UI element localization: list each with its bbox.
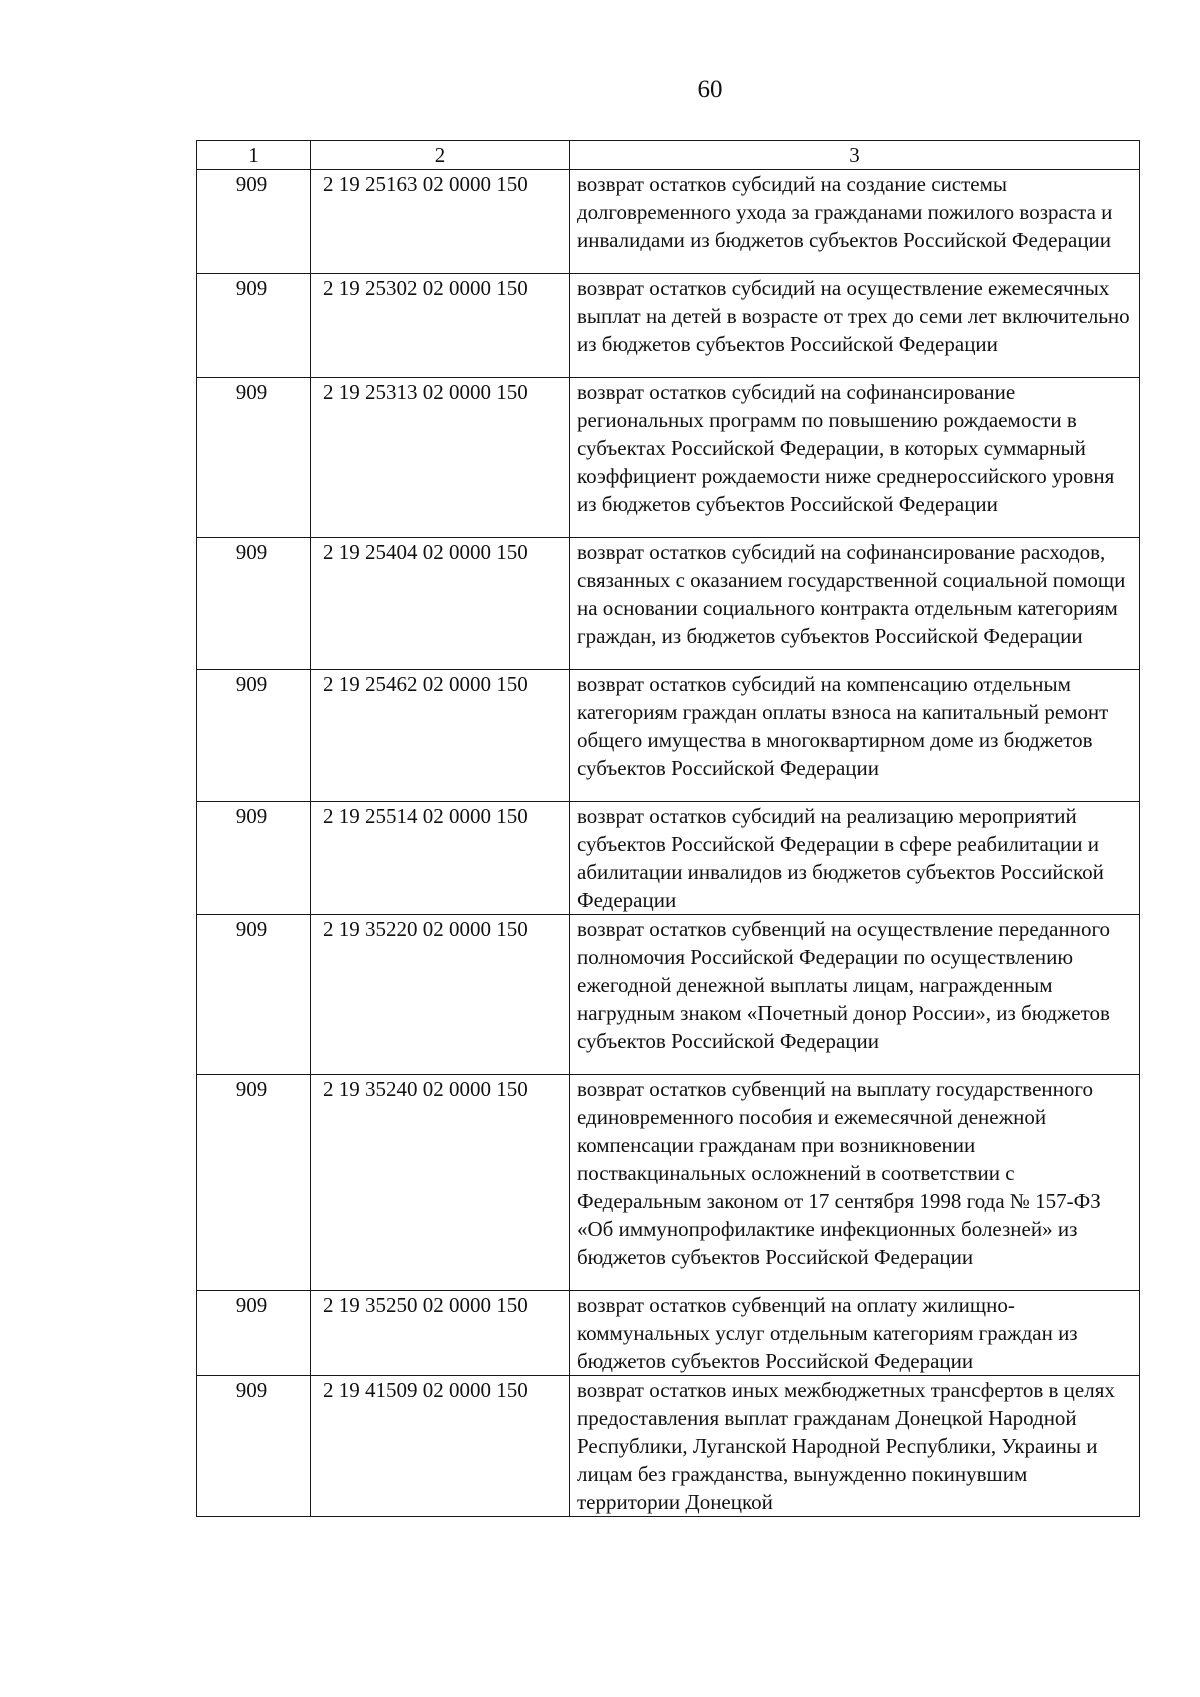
description-cell: возврат остатков субсидий на реализацию мероприятий субъектов Российской Федерации в сфере реабилитации и абилитации инвалидов из бюджетов субъектов Российской Федерации bbox=[570, 802, 1140, 915]
table-row bbox=[197, 915, 1140, 1075]
classification-code-cell: 2 19 35220 02 0000 150 bbox=[311, 915, 570, 1075]
classification-code-cell: 2 19 25462 02 0000 150 bbox=[311, 670, 570, 802]
table-row bbox=[197, 1075, 1140, 1291]
description-cell: возврат остатков иных межбюджетных трансфертов в целях предоставления выплат гражданам Донецкой Народной Республики, Луганской Народной Республики, Украины и лицам без гражданства, вынужденно покинувшим территории Донецкой bbox=[570, 1376, 1140, 1517]
classification-code-cell: 2 19 25514 02 0000 150 bbox=[311, 802, 570, 915]
table-row bbox=[197, 1376, 1140, 1517]
admin-code-cell: 909 bbox=[197, 670, 311, 802]
page-number: 60 bbox=[697, 76, 723, 103]
table-row bbox=[197, 170, 1140, 274]
description-cell: возврат остатков субвенций на оплату жилищно-коммунальных услуг отдельным категориям граждан из бюджетов субъектов Российской Федерации bbox=[570, 1291, 1140, 1376]
table-row bbox=[197, 802, 1140, 915]
classification-code-cell: 2 19 25404 02 0000 150 bbox=[311, 538, 570, 670]
table-row bbox=[197, 1291, 1140, 1376]
classification-code-cell: 2 19 25302 02 0000 150 bbox=[311, 274, 570, 378]
budget-codes-table bbox=[196, 140, 1140, 1517]
admin-code-cell: 909 bbox=[197, 538, 311, 670]
column-header-3: 3 bbox=[570, 141, 1140, 170]
classification-code-cell: 2 19 35250 02 0000 150 bbox=[311, 1291, 570, 1376]
description-cell: возврат остатков субсидий на осуществление ежемесячных выплат на детей в возрасте от трех до семи лет включительно из бюджетов субъектов Российской Федерации bbox=[570, 274, 1140, 378]
classification-code-cell: 2 19 41509 02 0000 150 bbox=[311, 1376, 570, 1517]
table-row bbox=[197, 274, 1140, 378]
table-row bbox=[197, 538, 1140, 670]
description-cell: возврат остатков субвенций на осуществление переданного полномочия Российской Федерации по осуществлению ежегодной денежной выплаты лицам, награжденным нагрудным знаком «Почетный донор России», из бюджетов субъектов Российской Федерации bbox=[570, 915, 1140, 1075]
classification-code-cell: 2 19 25313 02 0000 150 bbox=[311, 378, 570, 538]
description-cell: возврат остатков субсидий на софинансирование расходов, связанных с оказанием государственной социальной помощи на основании социального контракта отдельным категориям граждан, из бюджетов субъектов Российской Федерации bbox=[570, 538, 1140, 670]
description-cell: возврат остатков субвенций на выплату государственного единовременного пособия и ежемесячной денежной компенсации гражданам при возникновении поствакцинальных осложнений в соответствии с Федеральным законом от 17 сентября 1998 года № 157-ФЗ «Об иммунопрофилактике инфекционных болезней» из бюджетов субъектов Российской Федерации bbox=[570, 1075, 1140, 1291]
table-row bbox=[197, 670, 1140, 802]
description-cell: возврат остатков субсидий на софинансирование региональных программ по повышению рождаемости в субъектах Российской Федерации, в которых суммарный коэффициент рождаемости ниже среднероссийского уровня из бюджетов субъектов Российской Федерации bbox=[570, 378, 1140, 538]
classification-code-cell: 2 19 35240 02 0000 150 bbox=[311, 1075, 570, 1291]
admin-code-cell: 909 bbox=[197, 1376, 311, 1517]
admin-code-cell: 909 bbox=[197, 274, 311, 378]
classification-code-cell: 2 19 25163 02 0000 150 bbox=[311, 170, 570, 274]
admin-code-cell: 909 bbox=[197, 802, 311, 915]
column-header-2: 2 bbox=[311, 141, 570, 170]
admin-code-cell: 909 bbox=[197, 378, 311, 538]
description-cell: возврат остатков субсидий на компенсацию отдельным категориям граждан оплаты взноса на капитальный ремонт общего имущества в многоквартирном доме из бюджетов субъектов Российской Федерации bbox=[570, 670, 1140, 802]
table-header-row bbox=[197, 141, 1140, 170]
admin-code-cell: 909 bbox=[197, 915, 311, 1075]
admin-code-cell: 909 bbox=[197, 1291, 311, 1376]
admin-code-cell: 909 bbox=[197, 170, 311, 274]
admin-code-cell: 909 bbox=[197, 1075, 311, 1291]
table-row bbox=[197, 378, 1140, 538]
description-cell: возврат остатков субсидий на создание системы долговременного ухода за гражданами пожилого возраста и инвалидами из бюджетов субъектов Российской Федерации bbox=[570, 170, 1140, 274]
column-header-1: 1 bbox=[197, 141, 311, 170]
